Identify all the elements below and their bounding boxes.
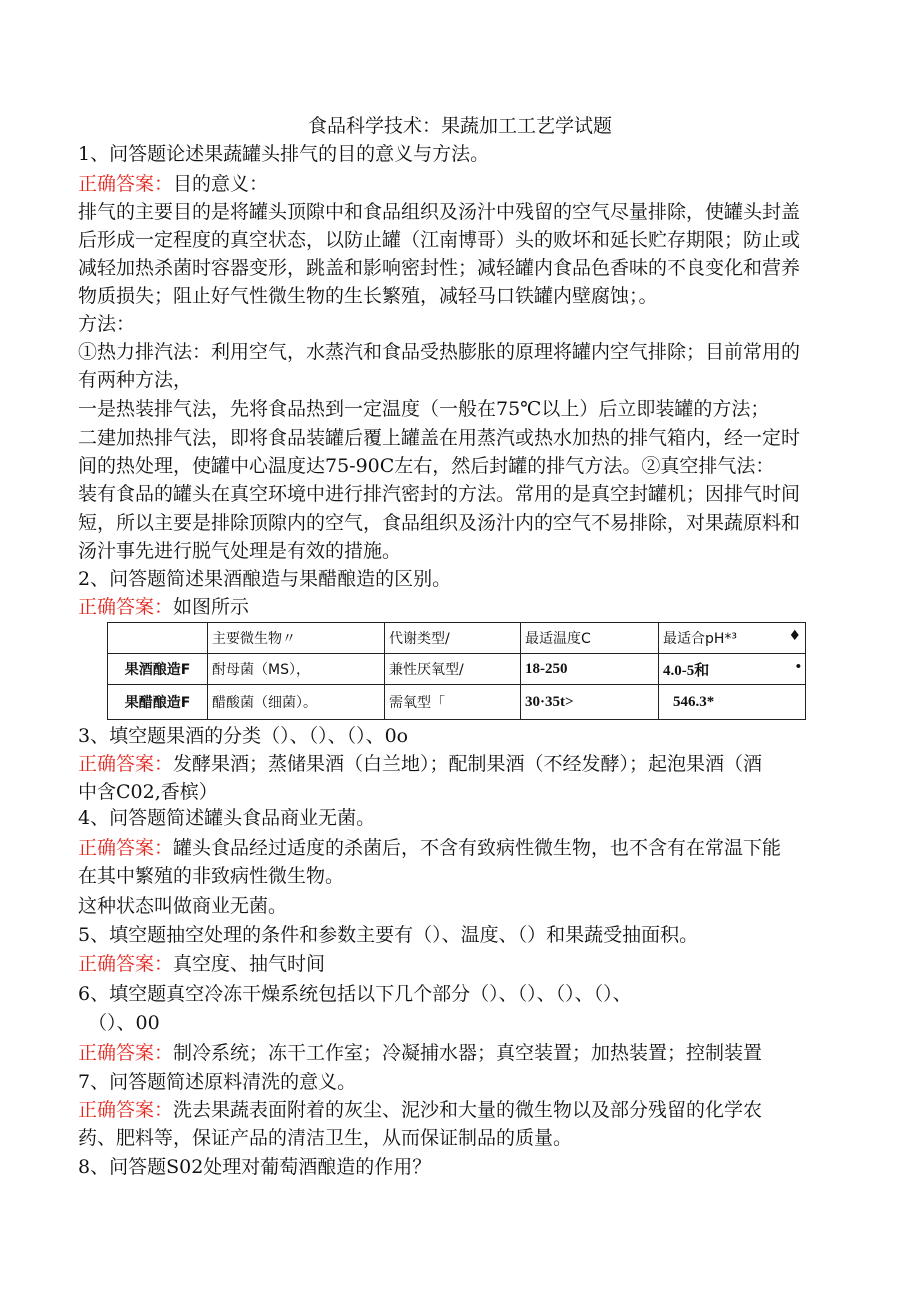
question-2: 2、问答题简述果酒酿造与果醋酿造的区别。 [78, 568, 452, 590]
table-row [108, 654, 806, 685]
table-header-cell: 代谢类型/ [385, 623, 521, 654]
answer-label: 正确答案： [78, 173, 174, 195]
answer-1-line-5: 方法： [78, 313, 136, 335]
table-row-header: 果酒酿造F [108, 654, 208, 685]
answer-7-line-1: 药、肥料等，保证产品的清洁卫生，从而保证制品的质量。 [78, 1127, 573, 1149]
table-header-cell [108, 623, 208, 654]
question-7: 7、问答题简述原料清洗的意义。 [78, 1071, 357, 1093]
comparison-table [107, 622, 806, 720]
table-header-cell: 最适温度C [521, 623, 659, 654]
table-cell: 546.3* [659, 685, 806, 720]
table-header-row [108, 623, 806, 654]
answer-1-line-10: 间的热处理，使罐中心温度达75-90C左右，然后封罐的排气方法。②真空排气法： [78, 455, 775, 477]
answer-1-line-3: 减轻加热杀菌时容器变形，跳盖和影响密封性；减轻罐内食品色香味的不良变化和营养 [78, 257, 801, 279]
answer-7-line-0: 正确答案：洗去果蔬表面附着的灰尘、泥沙和大量的微生物以及部分残留的化学农 [78, 1099, 763, 1121]
answer-1-line-4: 物质损失；阻止好气性微生物的生长繁殖，减轻马口铁罐内壁腐蚀；。 [78, 285, 658, 307]
answer-1-line-9: 二建加热排气法，即将食品装罐后覆上罐盖在用蒸汽或热水加热的排气箱内，经一定时 [78, 427, 801, 449]
answer-1-line-1: 排气的主要目的是将罐头顶隙中和食品组织及汤汁中残留的空气尽量排除，使罐头封盖 [78, 201, 801, 223]
answer-4-line-1: 在其中繁殖的非致病性微生物。 [78, 865, 345, 887]
bullet-mark-icon: • [795, 658, 801, 675]
diamond-mark-icon: ♦ [788, 628, 801, 644]
answer-1-line-12: 短，所以主要是排除顶隙内的空气，食品组织及汤汁内的空气不易排除，对果蔬原料和 [78, 512, 801, 534]
question-3: 3、填空题果酒的分类（）、（）、（）、0o [78, 725, 409, 747]
question-5: 5、填空题抽空处理的条件和参数主要有（）、温度、（）和果蔬受抽面积。 [78, 924, 699, 946]
question-6-line-1: （）、00 [88, 1012, 160, 1034]
question-4: 4、问答题简述罐头食品商业无菌。 [78, 807, 376, 829]
answer-1-line-13: 汤汁事先进行脱气处理是有效的措施。 [78, 540, 402, 562]
answer-label: 正确答案： [78, 953, 174, 975]
table-cell: 醋酸菌（细菌）。 [208, 685, 385, 720]
answer-label: 正确答案： [78, 837, 174, 859]
answer-label: 正确答案： [78, 1042, 174, 1064]
answer-label: 正确答案： [78, 753, 174, 775]
answer-3-line-1: 中含C02,香槟） [78, 781, 218, 803]
answer-1-line-2: 后形成一定程度的真空状态，以防止罐（江南博哥）头的败坏和延长贮存期限；防止或 [78, 229, 801, 251]
answer-1-line-11: 装有食品的罐头在真空环境中进行排汽密封的方法。常用的是真空封罐机；因排气时间 [78, 483, 801, 505]
page-title: 食品科学技术：果蔬加工工艺学试题 [307, 115, 612, 137]
table-row-header: 果醋酿造F [108, 685, 208, 720]
answer-4-line-2: 这种状态叫做商业无菌。 [78, 895, 288, 917]
answer-label: 正确答案： [78, 596, 174, 618]
table-header-cell: 主要微生物〃 [208, 623, 385, 654]
answer-5: 正确答案：真空度、抽气时间 [78, 953, 326, 975]
table-header-cell: 最适合pH*³ ♦ [659, 623, 806, 654]
table-cell: 4.0-5和 • [659, 654, 806, 685]
answer-1-line-7: 有两种方法， [78, 369, 193, 391]
table-cell: 18-250 [521, 654, 659, 685]
answer-2: 正确答案：如图所示 [78, 596, 250, 618]
answer-label: 正确答案： [78, 1099, 174, 1121]
question-8: 8、问答题S02处理对葡萄酒酿造的作用？ [78, 1156, 432, 1178]
answer-1-line-0: 正确答案：目的意义： [78, 173, 269, 195]
answer-3-line-0: 正确答案：发酵果酒；蒸储果酒（白兰地）；配制果酒（不经发酵）；起泡果酒（酒 [78, 753, 763, 775]
question-1: 1、问答题论述果蔬罐头排气的目的意义与方法。 [78, 143, 490, 165]
table-cell: 30·35t> [521, 685, 659, 720]
table-cell: 兼性厌氧型/ [385, 654, 521, 685]
answer-4-line-0: 正确答案：罐头食品经过适度的杀菌后，不含有致病性微生物，也不含有在常温下能 [78, 837, 782, 859]
table-cell: 酎母菌（MS）， [208, 654, 385, 685]
answer-1-line-6: ①热力排汽法：利用空气，水蒸汽和食品受热膨胀的原理将罐内空气排除；目前常用的 [78, 341, 801, 363]
answer-1-line-8: 一是热装排气法，先将食品热到一定温度（一般在75℃以上）后立即装罐的方法； [78, 398, 770, 420]
table-cell: 需氧型「 [385, 685, 521, 720]
question-6-line-0: 6、填空题真空冷冻干燥系统包括以下几个部分（）、（）、（）、（）、 [78, 983, 632, 1005]
answer-6: 正确答案：制冷系统；冻干工作室；冷凝捕水器；真空装置；加热装置；控制装置 [78, 1042, 763, 1064]
table-row [108, 685, 806, 720]
